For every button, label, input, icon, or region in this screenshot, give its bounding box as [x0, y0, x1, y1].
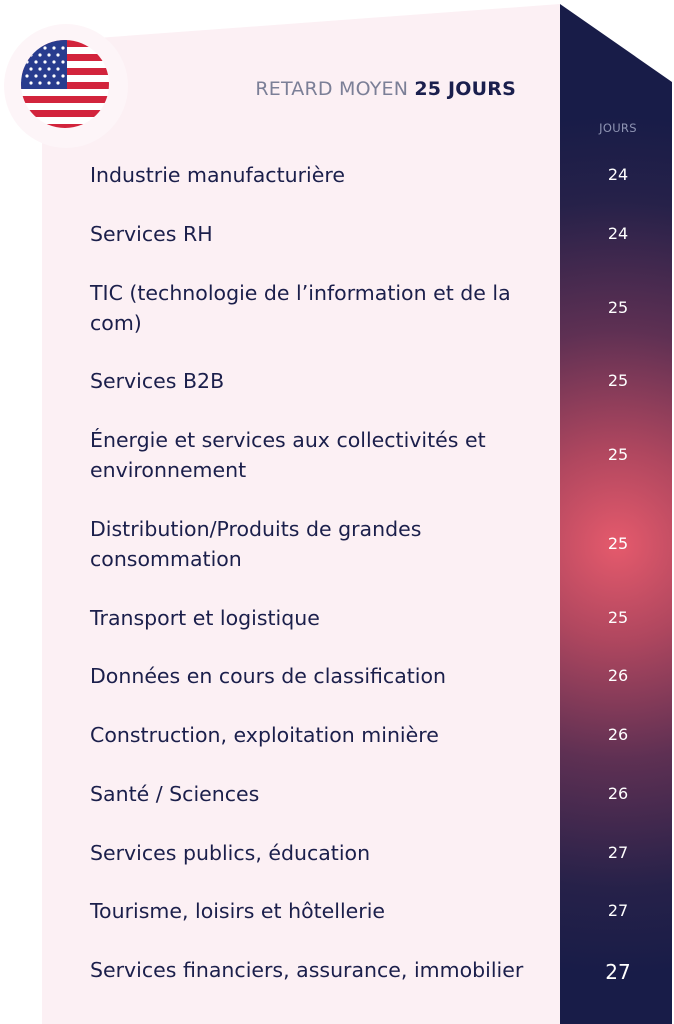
row-value: 25	[607, 298, 629, 317]
row-value: 25	[607, 445, 629, 464]
row-label: Tourisme, loisirs et hôtellerie	[90, 899, 386, 923]
row-label: Distribution/Produits de grandes consommation	[90, 517, 422, 571]
row-value: 26	[607, 725, 629, 744]
title-bold: 25 JOURS	[414, 78, 516, 100]
row-label: Services publics, éducation	[90, 841, 371, 865]
row-value: 27	[607, 843, 629, 862]
row-label: Santé / Sciences	[90, 782, 260, 806]
chart-title	[0, 78, 516, 100]
row-value: 26	[607, 784, 629, 803]
row-label: Services RH	[90, 222, 213, 246]
column-header-jours: JOURS	[599, 121, 637, 135]
value-column	[560, 4, 672, 1024]
row-label: Industrie manufacturière	[90, 163, 345, 187]
row-label: Services financiers, assurance, immobilier	[90, 958, 524, 982]
row-value: 24	[607, 165, 629, 184]
row-value: 24	[607, 224, 629, 243]
row-value: 27	[605, 960, 631, 984]
row-value: 25	[607, 608, 629, 627]
row-value: 26	[607, 666, 629, 685]
row-label: Transport et logistique	[90, 606, 320, 630]
row-label: Données en cours de classification	[90, 664, 447, 688]
row-label: TIC (technologie de l’information et de la com)	[90, 281, 511, 335]
row-label: Construction, exploitation minière	[90, 723, 439, 747]
row-value: 27	[607, 901, 629, 920]
title-light: RETARD MOYEN	[255, 78, 409, 100]
row-value: 25	[607, 534, 629, 553]
row-label: Énergie et services aux collectivités et environnement	[90, 428, 486, 482]
row-label: Services B2B	[90, 369, 225, 393]
row-value: 25	[607, 371, 629, 390]
